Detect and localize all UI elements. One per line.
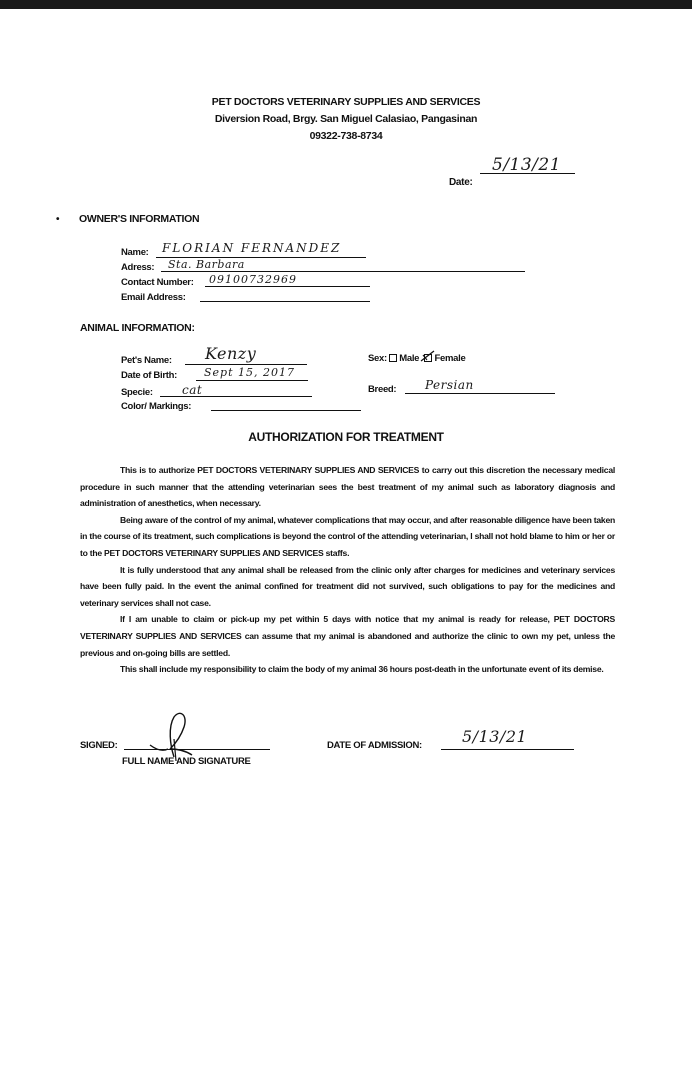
owner-address-label: Adress: — [121, 262, 155, 273]
owner-name-value[interactable]: FLORIAN FERNANDEZ — [162, 241, 342, 255]
checkmark-icon — [421, 351, 435, 363]
admission-line — [441, 749, 574, 750]
color-label: Color/ Markings: — [121, 401, 192, 412]
specie-label: Specie: — [121, 387, 153, 398]
contact-label: Contact Number: — [121, 277, 194, 288]
clinic-phone: 09322-738-8734 — [309, 130, 383, 142]
authorization-paragraph: If I am unable to claim or pick-up my pet within 5 days with notice that my animal is ready for release, PET DOCTORS VETERINARY SUPPLIES AND SERVICES can assume that my animal is abandoned and authorize the clinic to own my pet, unless the previous and on-going bills are settled. — [80, 614, 615, 658]
breed-line — [405, 393, 555, 394]
breed-label: Breed: — [368, 384, 397, 395]
contact-value[interactable]: 09100732969 — [209, 273, 297, 286]
signature-caption: FULL NAME AND SIGNATURE — [122, 756, 251, 767]
specie-value[interactable]: cat — [182, 383, 203, 397]
owner-name-label: Name: — [121, 247, 149, 258]
sex-label: Sex: — [368, 353, 387, 364]
color-line — [211, 410, 361, 411]
clinic-name: PET DOCTORS VETERINARY SUPPLIES AND SERVICES — [211, 96, 481, 108]
bullet: • — [56, 214, 60, 225]
contact-line — [205, 286, 370, 287]
pet-name-value[interactable]: Kenzy — [205, 344, 257, 363]
authorization-paragraph: This shall include my responsibility to claim the body of my animal 36 hours post-death in the unfortunate event of its demise. — [120, 664, 604, 675]
signed-label: SIGNED: — [80, 740, 118, 751]
pet-name-line — [185, 364, 307, 365]
male-option-label: Male — [399, 353, 420, 364]
authorization-paragraph: It is fully understood that any animal shall be released from the clinic only after charges for medicines and veterinary services have been fully paid. In the event the animal confined for treatment did not survived, such obligations to pay for the medicines and veterinary services shall not case. — [80, 564, 615, 608]
pet-name-label: Pet's Name: — [121, 355, 172, 366]
clinic-address: Diversion Road, Brgy. San Miguel Calasiao, Pangasinan — [214, 113, 478, 125]
authorization-paragraph: Being aware of the control of my animal, whatever complications that may occur, and after reasonable diligence have been taken in the course of its treatment, such complications is beyond the control of the attending veterinarian, I shall not hold blame to him or her or to the PET DOCTORS VETERINARY SUPPLIES AND SERVICES staffs. — [80, 514, 615, 558]
authorization-title: AUTHORIZATION FOR TREATMENT — [248, 430, 444, 444]
breed-value[interactable]: Persian — [425, 378, 474, 392]
admission-label: DATE OF ADMISSION: — [327, 740, 422, 751]
animal-heading: ANIMAL INFORMATION: — [80, 322, 195, 334]
authorization-body — [80, 462, 615, 678]
dob-value[interactable]: Sept 15, 2017 — [204, 366, 295, 379]
dob-label: Date of Birth: — [121, 370, 177, 381]
female-checkbox-checked[interactable] — [424, 353, 434, 364]
authorization-paragraph: This is to authorize PET DOCTORS VETERINARY SUPPLIES AND SERVICES to carry out this discretion the necessary medical procedure in such manner that the attending veterinarian sees the best treatment of my animal such as laboratory diagnosis and administration of anesthetics, when necessary. — [80, 465, 615, 509]
owner-address-value[interactable]: Sta. Barbara — [168, 258, 245, 271]
admission-value[interactable]: 5/13/21 — [462, 727, 528, 746]
email-label: Email Address: — [121, 292, 186, 303]
female-option-label: Female — [434, 353, 466, 364]
date-label: Date: — [449, 177, 473, 188]
date-value[interactable]: 5/13/21 — [492, 155, 562, 175]
dob-line — [196, 380, 308, 381]
owner-heading: OWNER'S INFORMATION — [79, 213, 200, 225]
email-line — [200, 301, 370, 302]
owner-address-line — [161, 271, 525, 272]
scan-top-edge — [0, 0, 692, 9]
male-checkbox[interactable] — [389, 354, 397, 362]
sex-field — [368, 353, 465, 364]
